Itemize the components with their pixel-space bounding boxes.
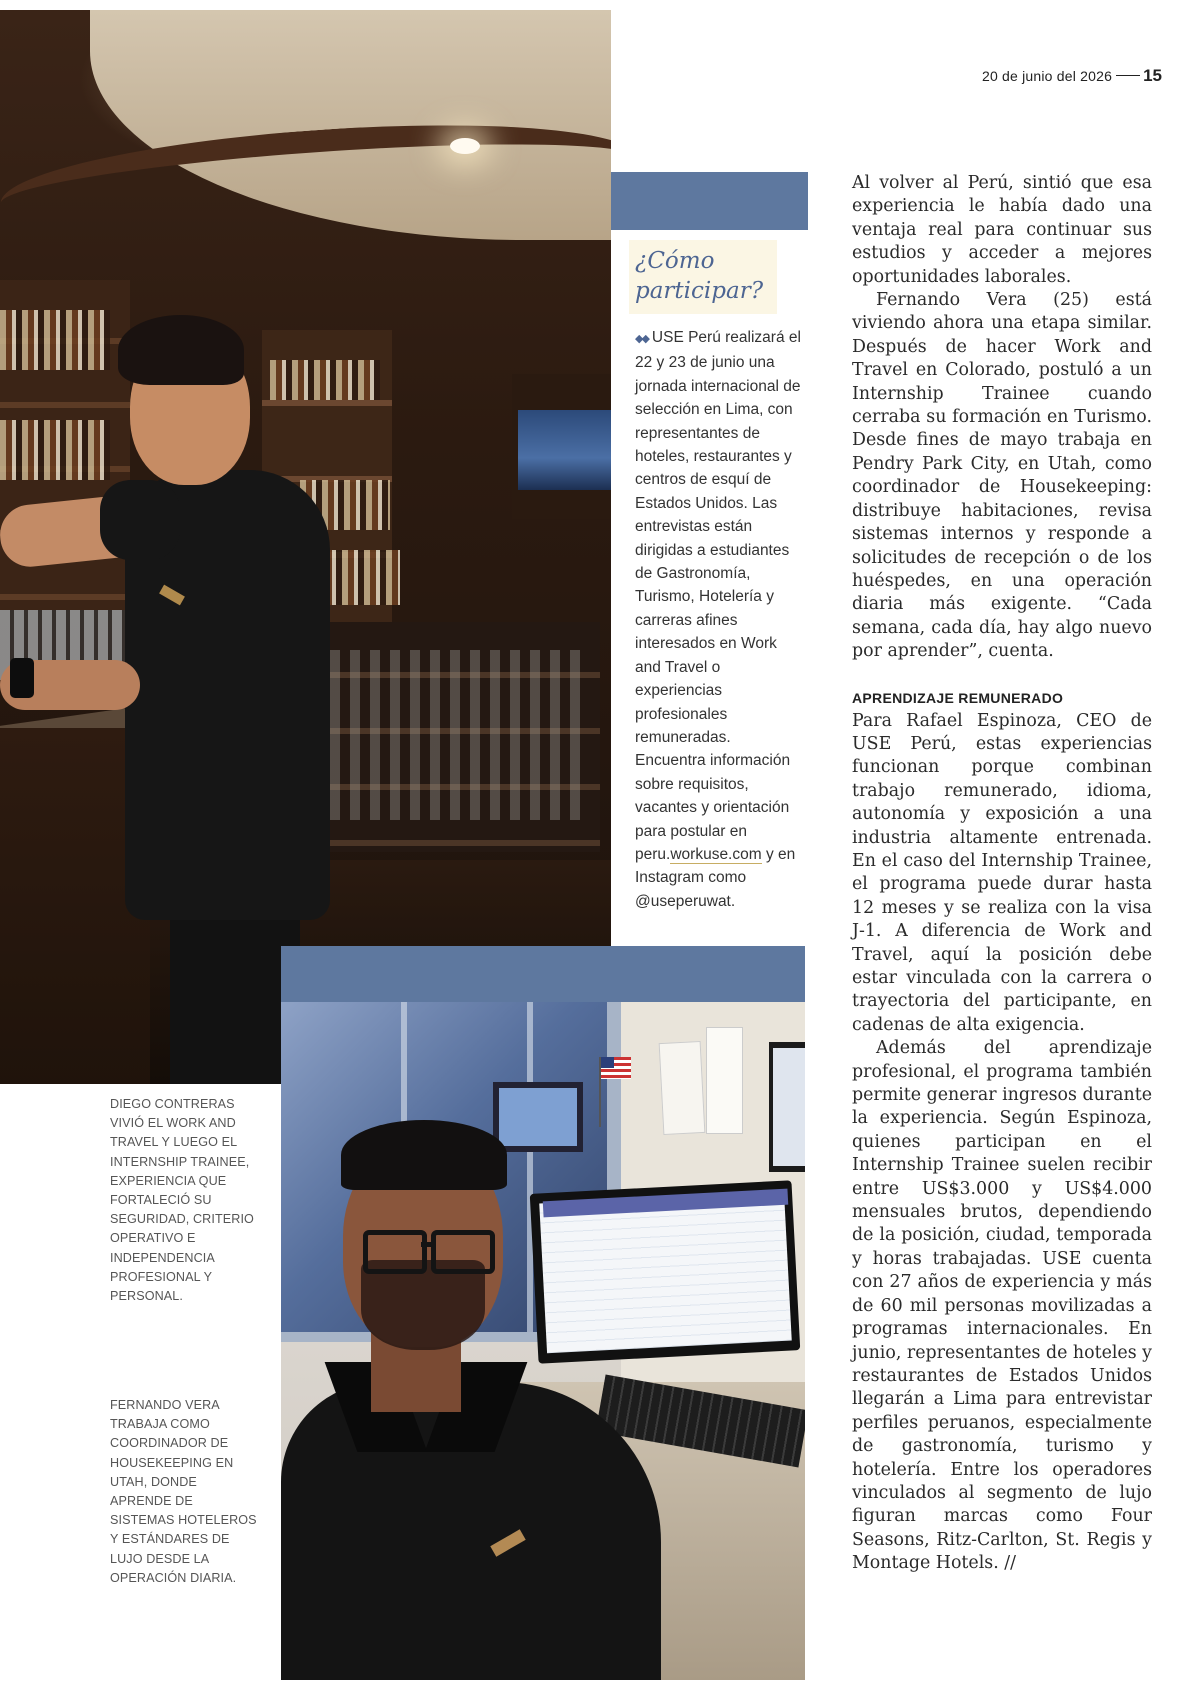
photo-bartender <box>0 10 611 1084</box>
sidebar-text-end: y en Instagram como @useperuwat. <box>635 845 796 910</box>
article-paragraph-3: Para Rafael Espinoza, CEO de USE Perú, estas experiencias funcionan porque combinan trabajo remunerado, idioma, autonomía y exposición a una industria altamente entrenada. En el caso del Internship Trainee, el programa puede durar hasta 12 meses y se realiza con la visa J-1. A diferencia de Work and Travel, aquí la posición debe estar vinculada con la carrera o trayectoria del participante, en cadenas de alta exigencia. <box>852 710 1152 1035</box>
photo-paper <box>659 1041 706 1135</box>
photo-monitor-right-screen <box>773 1048 805 1166</box>
photo-bottles <box>270 360 380 400</box>
photo-lamp <box>450 138 480 154</box>
photo-eyeglasses <box>431 1230 495 1274</box>
photo-glass-rows <box>310 650 590 820</box>
accent-bar-middle <box>281 946 805 1002</box>
photo-person-hair <box>341 1120 507 1190</box>
sidebar-title <box>635 246 785 306</box>
sidebar-link[interactable]: workuse.com <box>670 845 762 863</box>
accent-bar-top <box>611 172 808 230</box>
photo-person-sleeve <box>100 480 180 560</box>
photo-paper <box>706 1027 743 1134</box>
article-paragraph-1: Al volver al Perú, sintió que esa experiencia le había dado una ventaja real para continuar sus estudios y acceder a mejores oportunidades laborales. <box>852 173 1152 287</box>
photo-bottles <box>320 550 400 605</box>
sidebar-title-line1: ¿Cómo <box>635 248 715 274</box>
photo-watch <box>10 658 34 698</box>
sidebar-text: USE Perú realizará el 22 y 23 de junio una jornada internacional de selección en Lima, con representantes de hoteles, restaurantes y centros de esquí de Estados Unidos. Las entrevistas están dirigidas a estudiantes de Gastronomía, Turismo, Hotelería y carreras afines interesados en Work and Travel o experiencias profesionales remuneradas. Encuentra información sobre requisitos, vacantes y orientación para postular en peru. <box>635 329 801 863</box>
article-subhead: APRENDIZAJE REMUNERADO <box>852 689 1064 706</box>
photo-caption-1: DIEGO CONTRERAS VIVIÓ EL WORK AND TRAVEL Y LUEGO EL INTERNSHIP TRAINEE, EXPERIENCIA QUE FORTALECIÓ SU SEGURIDAD, CRITERIO OPERATIVO E INDEPENDENCIA PROFESIONAL Y PERSONAL. <box>110 1097 254 1304</box>
article-paragraph-2: Fernando Vera (25) está viviendo ahora una etapa similar. Después de hacer Work and Travel en Colorado, postuló a un Internship Trainee cuando cerraba su formación en Turismo. Desde fines de mayo trabaja en Pendry Park City, en Utah, como coordinador de Housekeeping: distribuye habitaciones, revisa sistemas internos y responde a solicitudes de recepción o de los huéspedes, en una operación diaria más exigente. “Cada semana, cada día, hay algo nuevo por aprender”, cuenta. <box>852 290 1152 662</box>
page-date: 20 de junio del 2026 <box>981 68 1113 84</box>
photo-caption-2: FERNANDO VERA TRABAJA COMO COORDINADOR DE HOUSEKEEPING EN UTAH, DONDE APRENDE DE SISTEMAS HOTELEROS Y ESTÁNDARES DE LUJO DESDE LA OPERACIÓN DIARIA. <box>110 1398 257 1585</box>
sidebar-body <box>635 326 805 913</box>
photo-eyeglasses <box>363 1230 427 1274</box>
page-header <box>982 66 1162 86</box>
photo-eyeglasses-bridge <box>421 1242 433 1247</box>
sidebar-title-line2: participar? <box>635 278 764 304</box>
header-rule <box>1116 75 1140 76</box>
photo-desk-selfie <box>281 1002 805 1680</box>
photo-tv <box>518 410 611 490</box>
photo-bottles <box>0 420 110 480</box>
photo-bottles <box>0 310 110 370</box>
photo-monitor-back-screen <box>499 1088 577 1146</box>
photo-flag-canton <box>601 1057 614 1068</box>
page-number: 15 <box>1143 66 1162 85</box>
article-paragraph-4: Además del aprendizaje profesional, el programa también permite generar ingresos durante la experiencia. Según Espinoza, quienes participan en el Internship Trainee suelen recibir entre US$3.000 y US$4.000 mensuales brutos, dependiendo de la posición, ciudad, temporada y horas trabajadas. USE cuenta con 27 años de experiencia y más de 60 mil personas movilizadas a programas internacionales. En junio, representantes de hoteles y restaurantes de Estados Unidos llegarán a Lima para entrevistar perfiles peruanos, especialmente de gastronomía, turismo y hotelería. Entre los operadores vinculados al segmento de lujo figuran marcas como Four Seasons, Ritz-Carlton, St. Regis y Montage Hotels. // <box>852 1038 1152 1574</box>
article-column <box>852 172 1152 1576</box>
bullet-diamond-icon: ◆◆ <box>635 333 648 345</box>
photo-person-hair <box>118 315 244 385</box>
